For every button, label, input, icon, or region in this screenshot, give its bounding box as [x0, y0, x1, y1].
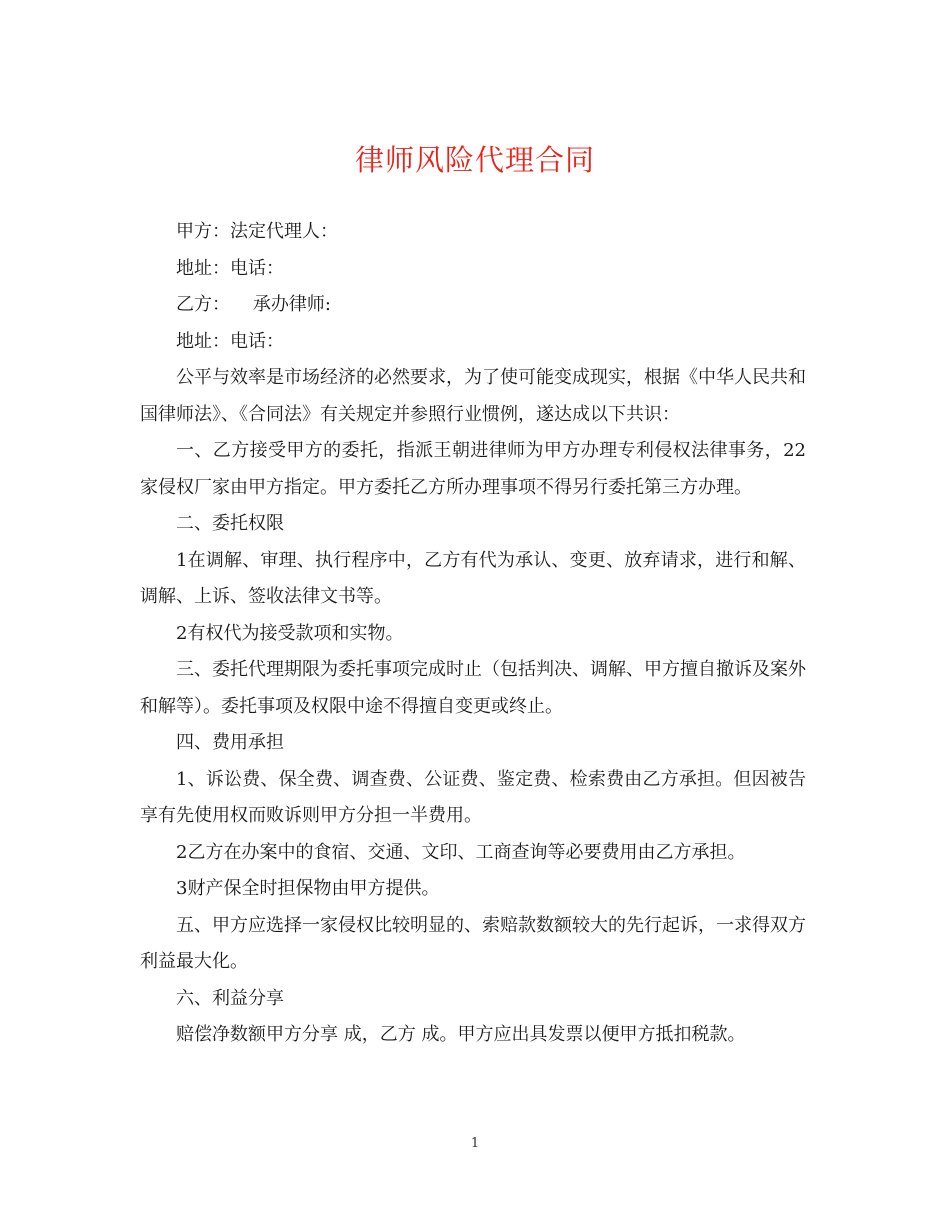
party-b-line: 乙方： 承办律师:: [176, 294, 331, 315]
clause-3: 三、委托代理期限为委托事项完成时止（包括判决、调解、甲方擅自撤诉及案外和解等）。委托事项及权限中途不得擅自变更或终止。: [140, 659, 806, 717]
document-body: [140, 214, 806, 1054]
clause-5: 五、甲方应选择一家侵权比较明显的、索赔款数额较大的先行起诉，一求得双方利益最大化。: [140, 914, 806, 972]
clause-4-item-2: 2乙方在办案中的食宿、交通、文印、工商查询等必要费用由乙方承担。: [176, 841, 746, 863]
clause-6-item: 赔偿净数额甲方分享 成，乙方 成。甲方应出具发票以便甲方抵扣税款。: [176, 1024, 746, 1045]
document-title: 律师风险代理合同: [354, 143, 595, 177]
clause-4-heading: 四、费用承担: [176, 732, 284, 753]
clause-4-item-3: 3财产保全时担保物由甲方提供。: [176, 878, 440, 899]
clause-1: 一、乙方接受甲方的委托，指派王朝进律师为甲方办理专利侵权法律事务，22家侵权厂家由甲方指定。甲方委托乙方所办理事项不得另行委托第三方办理。: [140, 440, 806, 498]
page-number: 1: [470, 1136, 480, 1151]
preamble-paragraph: 公平与效率是市场经济的必然要求，为了使可能变成现实，根据《中华人民共和国律师法》、《合同法》有关规定并参照行业惯例，遂达成以下共识：: [140, 367, 806, 425]
party-b-address-line: 地址：电话：: [176, 330, 284, 352]
clause-2-heading: 二、委托权限: [176, 513, 284, 534]
clause-2-item-2: 2有权代为接受款项和实物。: [176, 622, 404, 644]
clause-6-heading: 六、利益分享: [176, 987, 284, 1009]
party-a-address-line: 地址：电话：: [176, 257, 284, 279]
party-a-line: 甲方：法定代理人：: [176, 221, 338, 242]
clause-4-item-1: 1、诉讼费、保全费、调查费、公证费、鉴定费、检索费由乙方承担。但因被告享有先使用权而败诉则甲方分担一半费用。: [140, 768, 806, 826]
clause-2-item-1: 1在调解、审理、执行程序中，乙方有代为承认、变更、放弃请求，进行和解、调解、上诉、签收法律文书等。: [140, 549, 806, 607]
